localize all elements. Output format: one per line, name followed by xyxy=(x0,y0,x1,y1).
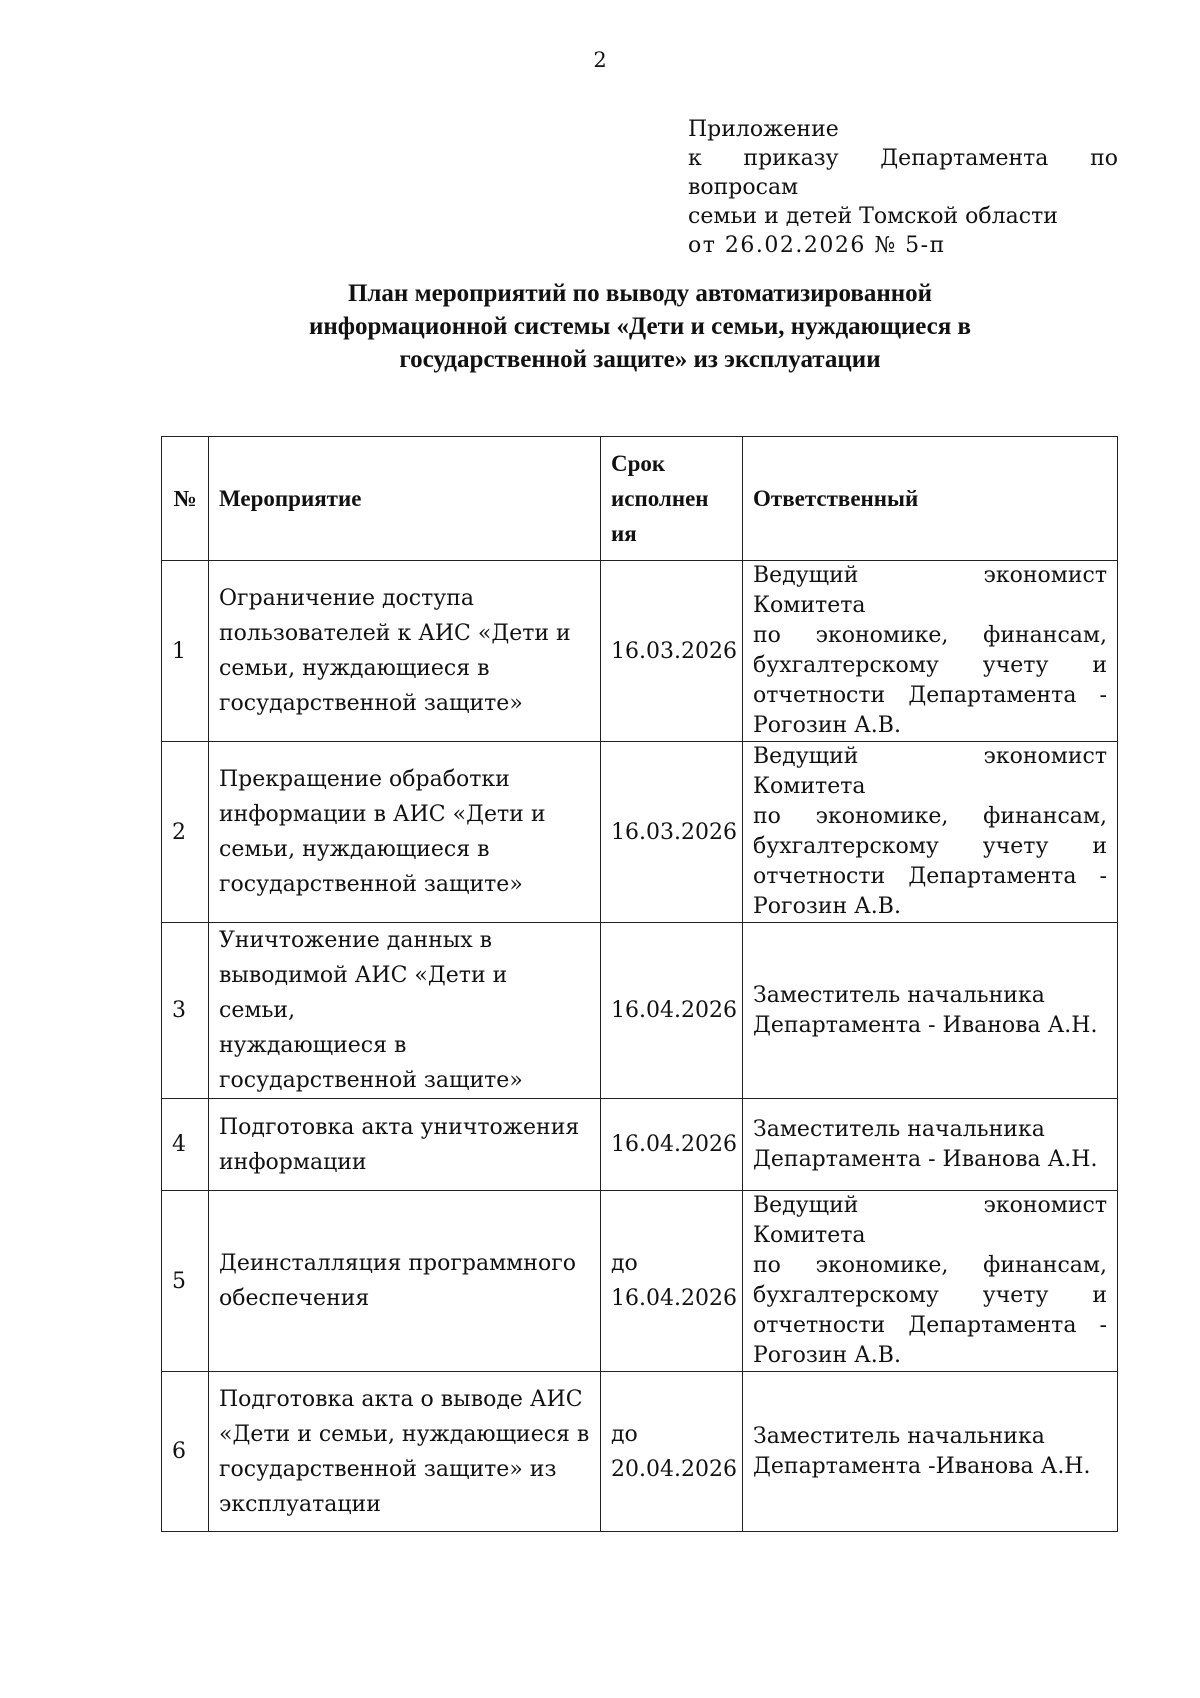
table-row xyxy=(162,742,1118,923)
title-line: План мероприятий по выводу автоматизированной xyxy=(347,280,933,307)
row-deadline xyxy=(601,1099,743,1191)
responsible-line: бухгалтерскому учету и xyxy=(753,834,1107,859)
responsible-line: Ведущий экономист Комитета xyxy=(753,563,1107,618)
table-row xyxy=(162,1099,1118,1191)
row-deadline xyxy=(601,1191,743,1372)
responsible-line: бухгалтерскому учету и xyxy=(753,653,1107,678)
deadline-line: до xyxy=(611,1421,638,1447)
header-deadline xyxy=(601,437,743,561)
row-number: 5 xyxy=(162,1191,209,1372)
header-deadline-line: исполнен xyxy=(611,486,709,511)
event-line: Подготовка акта уничтожения xyxy=(219,1114,580,1140)
responsible-line: Заместитель начальника xyxy=(753,982,1045,1008)
responsible-line: Ведущий экономист Комитета xyxy=(753,744,1107,799)
appendix-block xyxy=(688,115,1118,260)
row-event xyxy=(209,561,601,742)
responsible-line: отчетности Департамента - xyxy=(753,864,1107,889)
event-line: государственной защите» xyxy=(219,691,523,716)
event-line: нуждающиеся в xyxy=(219,1033,407,1058)
table-row xyxy=(162,561,1118,742)
row-event xyxy=(209,923,601,1099)
responsible-line: по экономике, финансам, xyxy=(753,623,1107,648)
deadline-line: до xyxy=(611,1251,638,1276)
appendix-order-line: к приказу Департамента по вопросам xyxy=(688,146,1118,200)
row-number: 2 xyxy=(162,742,209,923)
row-event xyxy=(209,742,601,923)
event-line: государственной защите» xyxy=(219,872,523,897)
event-line: государственной защите» из xyxy=(219,1456,557,1482)
event-line: семьи, нуждающиеся в xyxy=(219,837,490,862)
row-deadline xyxy=(601,923,743,1099)
row-responsible xyxy=(743,561,1118,742)
row-event xyxy=(209,1372,601,1532)
event-line: информации xyxy=(219,1149,367,1175)
row-event xyxy=(209,1099,601,1191)
event-line: «Дети и семьи, нуждающиеся в xyxy=(219,1421,590,1447)
responsible-line: бухгалтерскому учету и xyxy=(753,1283,1107,1308)
row-responsible xyxy=(743,1099,1118,1191)
row-responsible xyxy=(743,1372,1118,1532)
event-line: выводимой АИС «Дети и семьи, xyxy=(219,963,508,1023)
deadline-line: 16.04.2026 xyxy=(611,1286,737,1311)
table-header-row xyxy=(162,437,1118,561)
responsible-line: Заместитель начальника xyxy=(753,1116,1045,1142)
row-responsible xyxy=(743,1191,1118,1372)
deadline-line: 16.03.2026 xyxy=(611,819,737,845)
event-line: эксплуатации xyxy=(219,1491,381,1517)
responsible-line: по экономике, финансам, xyxy=(753,1253,1107,1278)
deadline-line: 16.04.2026 xyxy=(611,1132,737,1157)
row-deadline xyxy=(601,1372,743,1532)
table-row xyxy=(162,1372,1118,1532)
event-line: информации в АИС «Дети и xyxy=(219,802,546,827)
row-responsible xyxy=(743,742,1118,923)
event-line: семьи, нуждающиеся в xyxy=(219,656,490,681)
event-line: обеспечения xyxy=(219,1286,370,1311)
plan-table xyxy=(161,436,1118,1532)
event-line: Уничтожение данных в xyxy=(219,928,493,953)
appendix-department-line: семьи и детей Томской области xyxy=(688,204,1058,229)
responsible-line: отчетности Департамента - xyxy=(753,1313,1107,1338)
table-row xyxy=(162,1191,1118,1372)
responsible-line: по экономике, финансам, xyxy=(753,804,1107,829)
header-deadline-line: ия xyxy=(611,521,637,546)
event-line: Подготовка акта о выводе АИС xyxy=(219,1386,583,1412)
row-number: 1 xyxy=(162,561,209,742)
event-line: государственной защите» xyxy=(219,1068,523,1093)
responsible-line: Ведущий экономист Комитета xyxy=(753,1193,1107,1248)
title-line: информационной системы «Дети и семьи, нуждающиеся в xyxy=(308,313,972,340)
row-number: 4 xyxy=(162,1099,209,1191)
appendix-heading: Приложение xyxy=(688,117,839,142)
responsible-line: Рогозин А.В. xyxy=(753,894,901,919)
table-row xyxy=(162,923,1118,1099)
page-number: 2 xyxy=(593,48,607,72)
table-body xyxy=(162,561,1118,1532)
header-deadline-line: Срок xyxy=(611,451,666,476)
deadline-line: 16.04.2026 xyxy=(611,998,737,1023)
event-line: Прекращение обработки xyxy=(219,767,510,792)
title-line: государственной защите» из эксплуатации xyxy=(399,346,881,373)
row-responsible xyxy=(743,923,1118,1099)
row-number: 6 xyxy=(162,1372,209,1532)
row-number: 3 xyxy=(162,923,209,1099)
event-line: Ограничение доступа xyxy=(219,586,474,611)
responsible-line: Департамента - Иванова А.Н. xyxy=(753,1012,1098,1038)
document-title xyxy=(150,277,1130,376)
responsible-line: Рогозин А.В. xyxy=(753,1343,901,1368)
responsible-line: Департамента - Иванова А.Н. xyxy=(753,1146,1098,1172)
event-line: Деинсталляция программного xyxy=(219,1251,576,1276)
responsible-line: отчетности Департамента - xyxy=(753,683,1107,708)
row-deadline xyxy=(601,561,743,742)
event-line: пользователей к АИС «Дети и xyxy=(219,621,571,646)
header-responsible: Ответственный xyxy=(743,437,1118,561)
header-number: № xyxy=(162,437,209,561)
header-event: Мероприятие xyxy=(209,437,601,561)
responsible-line: Департамента -Иванова А.Н. xyxy=(753,1453,1091,1479)
responsible-line: Рогозин А.В. xyxy=(753,713,901,738)
deadline-line: 16.03.2026 xyxy=(611,638,737,664)
row-deadline xyxy=(601,742,743,923)
row-event xyxy=(209,1191,601,1372)
appendix-date-number: от 26.02.2026 № 5-п xyxy=(688,233,946,258)
responsible-line: Заместитель начальника xyxy=(753,1423,1045,1449)
deadline-line: 20.04.2026 xyxy=(611,1456,737,1482)
